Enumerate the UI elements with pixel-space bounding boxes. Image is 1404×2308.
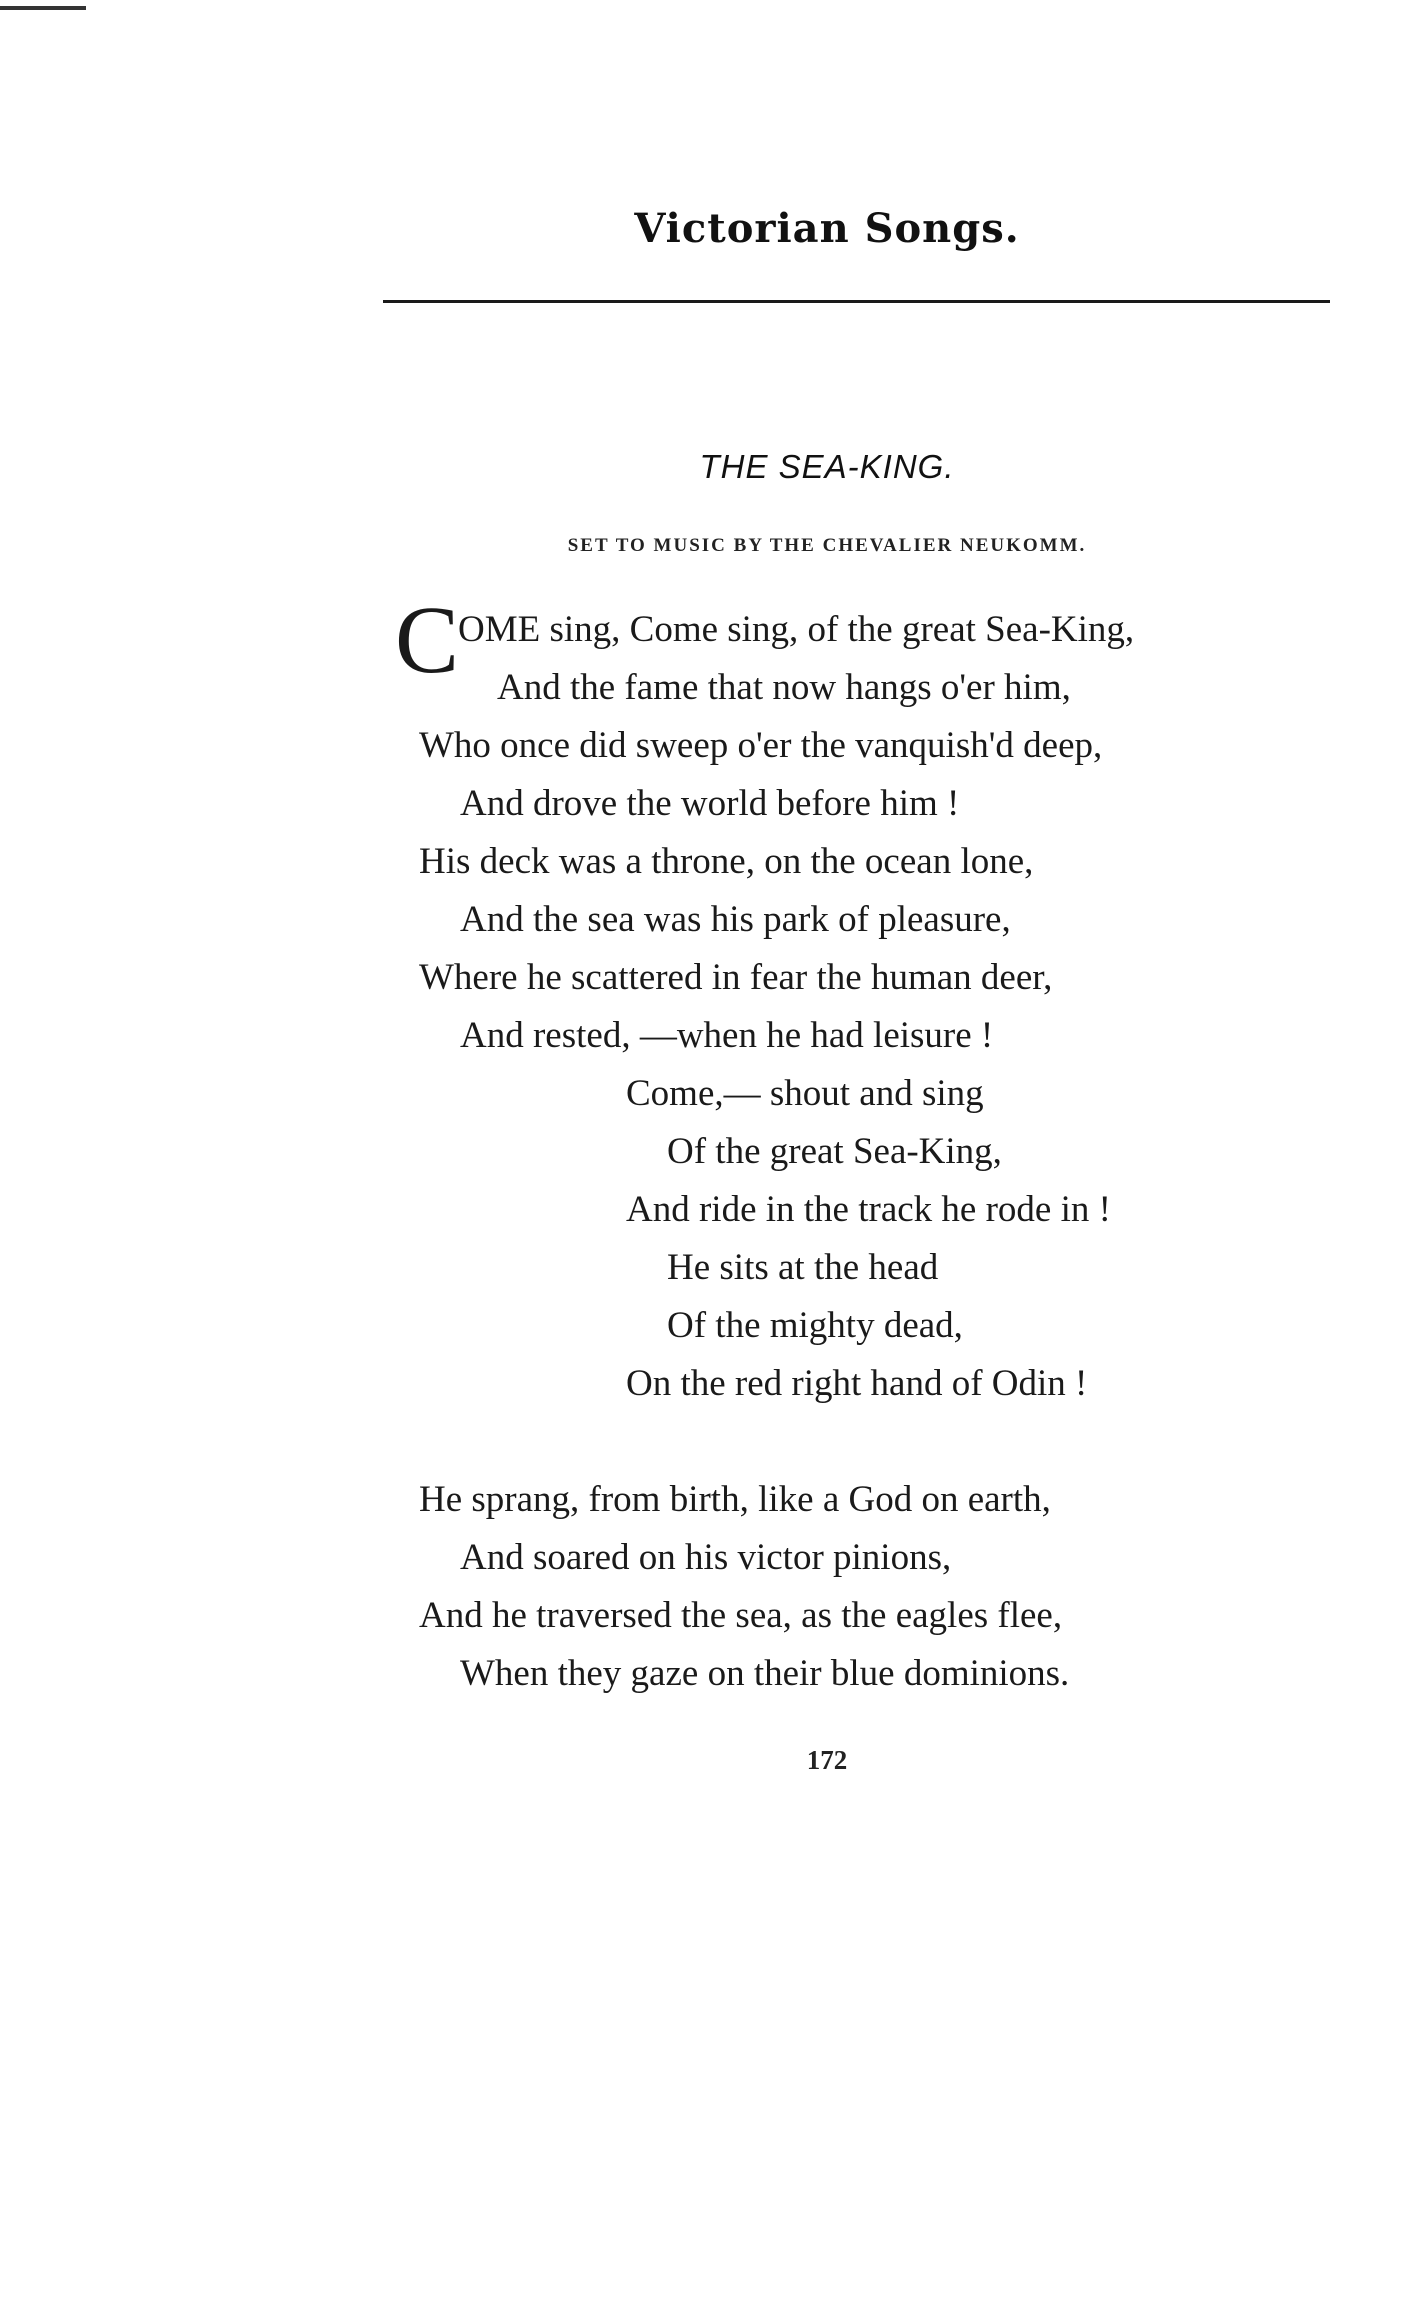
chorus-line: And ride in the track he rode in ! (626, 1189, 1111, 1230)
verse-line: His deck was a throne, on the ocean lone, (419, 841, 1034, 882)
poem-title: THE SEA-KING. (699, 448, 955, 485)
scan-edge-mark (0, 6, 86, 10)
poem-subtitle: SET TO MUSIC BY THE CHEVALIER NEUKOMM. (567, 535, 1087, 556)
verse-line: And the sea was his park of pleasure, (460, 899, 1011, 940)
verse-line: He sprang, from birth, like a God on earth, (419, 1479, 1051, 1520)
page-header (0, 205, 1404, 252)
verse-line: Where he scattered in fear the human deer, (419, 957, 1053, 998)
verse-line: OME sing, Come sing, of the great Sea-King, (458, 609, 1135, 650)
verse-line: When they gaze on their blue dominions. (460, 1653, 1070, 1694)
chorus-line: He sits at the head (667, 1247, 939, 1288)
verse-line: And soared on his victor pinions, (460, 1537, 952, 1578)
chorus-line: On the red right hand of Odin ! (626, 1363, 1088, 1404)
verse-line: And drove the world before him ! (460, 783, 960, 824)
verse-line: Who once did sweep o'er the vanquish'd deep, (419, 725, 1103, 766)
verse-line: And he traversed the sea, as the eagles flee, (419, 1595, 1063, 1636)
chorus-line: Of the mighty dead, (667, 1305, 963, 1346)
header-rule (383, 300, 1330, 303)
chorus-line: Come,— shout and sing (626, 1073, 984, 1114)
verse-line: And rested, —when he had leisure ! (460, 1015, 994, 1056)
chorus-line: Of the great Sea-King, (667, 1131, 1002, 1172)
drop-cap: C (395, 586, 460, 693)
verse-line: And the fame that now hangs o'er him, (497, 667, 1071, 708)
page-number: 172 (806, 1745, 848, 1775)
running-head: Victorian Songs. (634, 205, 1020, 252)
